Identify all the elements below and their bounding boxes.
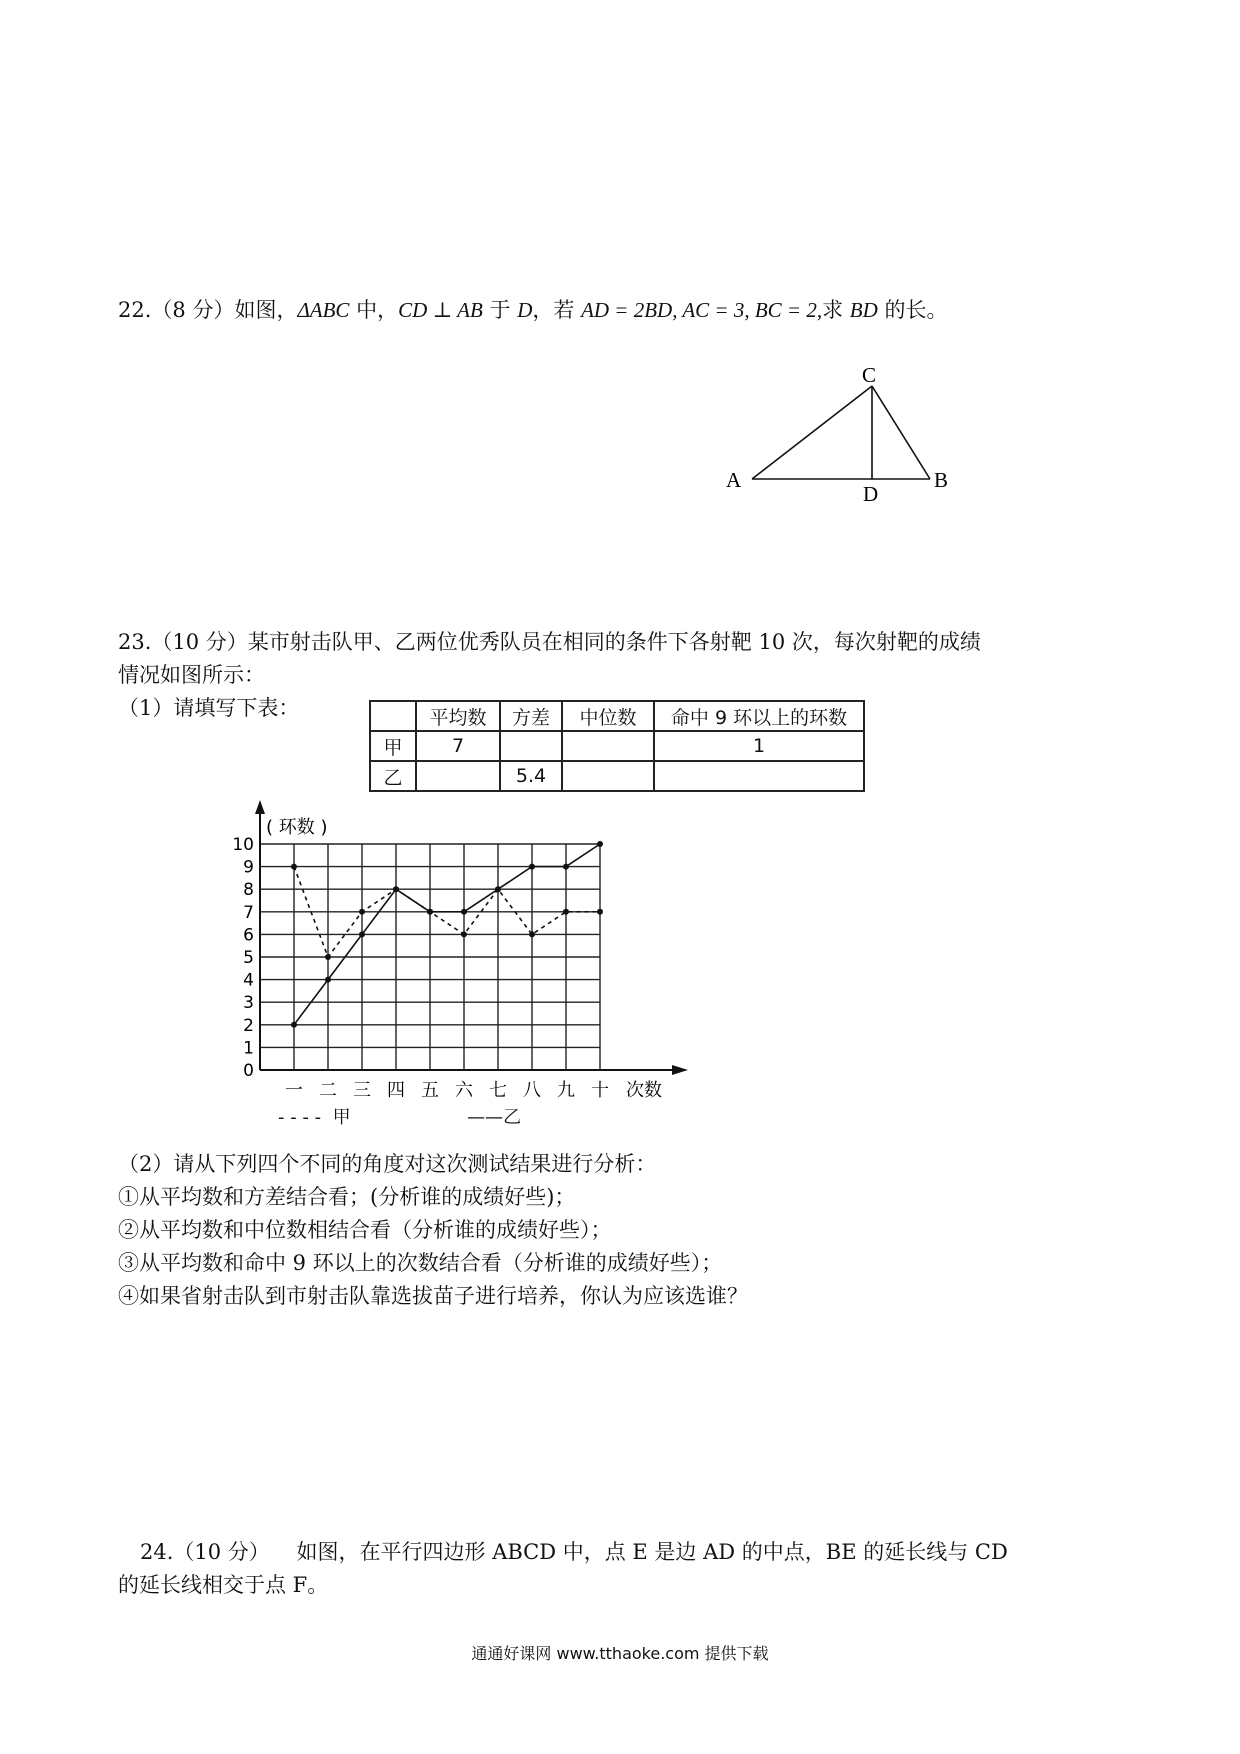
q22-text-2: 中， <box>349 298 399 322</box>
side-ac <box>752 386 872 479</box>
x-tick-label: 六 <box>455 1080 473 1101</box>
q23-line-2: 情况如图所示： <box>118 663 265 687</box>
y-tick-label: 5 <box>243 948 254 968</box>
legend-jia-line: - - - - <box>278 1107 322 1128</box>
q24-line-2: 的延长线相交于点 F。 <box>118 1573 329 1597</box>
q23-item-1: ①从平均数和方差结合看；(分析谁的成绩好些)； <box>118 1185 576 1209</box>
q22-text-4: ，若 <box>532 298 582 322</box>
table-header-cell <box>370 701 416 731</box>
q22-number: 22. <box>118 298 152 322</box>
label-d: D <box>863 482 879 506</box>
data-point-jia <box>529 931 535 937</box>
q24-line-1 <box>140 1536 1008 1569</box>
q22-text-6: 的长。 <box>877 298 948 322</box>
table-header-row <box>370 701 864 731</box>
table-cell <box>500 731 562 761</box>
table-cell: 5.4 <box>500 761 562 791</box>
table-cell: 乙 <box>370 761 416 791</box>
y-tick-label: 10 <box>232 835 254 855</box>
chart-ylabel: ( 环数 ) <box>266 817 328 838</box>
data-point-yi <box>291 1022 297 1028</box>
x-tick-label: 二 <box>319 1080 337 1101</box>
data-point-yi <box>359 931 365 937</box>
label-b: B <box>934 468 949 492</box>
data-point-jia <box>359 909 365 915</box>
x-tick-label: 八 <box>523 1080 541 1101</box>
score-table <box>369 700 865 792</box>
q23-line-1 <box>118 626 981 659</box>
x-tick-label: 七 <box>489 1080 507 1101</box>
table-cell: 7 <box>416 731 500 761</box>
q22-math-3: D <box>517 298 533 322</box>
y-tick-label: 4 <box>243 970 254 991</box>
q22-score: （8 分） <box>151 298 235 322</box>
side-cb <box>872 386 930 479</box>
data-point-jia <box>461 931 467 937</box>
data-point-yi <box>325 977 331 983</box>
chart-legend <box>278 1103 521 1129</box>
table-cell <box>562 761 654 791</box>
q23-item-4: ④如果省射击队到市射击队靠选拔苗子进行培养，你认为应该选谁？ <box>118 1284 748 1308</box>
table-row <box>370 761 864 791</box>
q24-score: （10 分） <box>173 1540 270 1564</box>
q22-math-4: AD = 2BD, AC = 3, BC = 2, <box>581 298 823 322</box>
q22-text-1: 如图， <box>234 298 298 322</box>
y-tick-label: 9 <box>243 857 254 878</box>
x-tick-label: 三 <box>353 1080 371 1101</box>
table-cell <box>416 761 500 791</box>
y-tick-label: 2 <box>243 1015 254 1036</box>
table-cell <box>654 761 864 791</box>
q22-text-5: 求 <box>822 298 850 322</box>
q22-math-5: BD <box>849 298 878 322</box>
table-cell <box>562 731 654 761</box>
x-tick-label: 五 <box>421 1080 439 1101</box>
q22-math-1: ΔABC <box>297 298 350 322</box>
q23-number: 23. <box>118 630 152 654</box>
q23-item-2: ②从平均数和中位数相结合看（分析谁的成绩好些）； <box>118 1218 612 1242</box>
y-tick-label: 0 <box>243 1061 254 1081</box>
y-tick-label: 1 <box>243 1038 254 1059</box>
table-header-cell: 中位数 <box>562 701 654 731</box>
x-tick-label: 十 <box>591 1080 609 1101</box>
q22-math-2: CD ⊥ AB <box>398 298 483 322</box>
label-c: C <box>862 363 877 387</box>
table-header-cell: 平均数 <box>416 701 500 731</box>
shooting-scores-chart <box>220 800 720 1140</box>
y-tick-label: 8 <box>243 880 254 901</box>
x-axis-arrow <box>672 1065 688 1075</box>
data-point-yi <box>563 864 569 870</box>
table-header-cell: 命中 9 环以上的环数 <box>654 701 864 731</box>
label-a: A <box>726 468 742 492</box>
data-point-yi <box>461 909 467 915</box>
data-point-yi <box>393 886 399 892</box>
data-point-yi <box>529 864 535 870</box>
data-point-yi <box>597 841 603 847</box>
data-point-yi <box>427 909 433 915</box>
data-point-jia <box>563 909 569 915</box>
y-tick-label: 6 <box>243 925 254 946</box>
data-point-yi <box>495 886 501 892</box>
table-row <box>370 731 864 761</box>
q22-text-3: 于 <box>482 298 518 322</box>
x-tick-label: 一 <box>285 1080 303 1101</box>
y-axis-arrow <box>255 800 265 814</box>
y-tick-label: 3 <box>243 993 254 1014</box>
y-tick-label: 7 <box>243 902 254 923</box>
q23-part-2: （2）请从下列四个不同的角度对这次测试结果进行分析： <box>118 1152 657 1176</box>
q23-line1: 某市射击队甲、乙两位优秀队员在相同的条件下各射靶 10 次，每次射靶的成绩 <box>247 630 981 654</box>
legend-yi-line: —— <box>467 1107 504 1128</box>
x-tick-label: 四 <box>387 1080 405 1101</box>
triangle-figure <box>720 360 960 510</box>
table-cell: 1 <box>654 731 864 761</box>
chart-xlabel: 次数 <box>626 1080 662 1101</box>
legend-yi-label: 乙 <box>503 1107 522 1128</box>
q23-score: （10 分） <box>151 630 248 654</box>
x-tick-label: 九 <box>557 1080 575 1101</box>
q24-number: 24. <box>140 1540 174 1564</box>
data-point-jia <box>291 864 297 870</box>
q24-line1: 如图，在平行四边形 ABCD 中，点 E 是边 AD 的中点，BE 的延长线与 CD <box>296 1540 1008 1564</box>
legend-jia-label: 甲 <box>332 1107 351 1128</box>
table-cell: 甲 <box>370 731 416 761</box>
data-point-jia <box>325 954 331 960</box>
q23-item-3: ③从平均数和命中 9 环以上的次数结合看（分析谁的成绩好些）； <box>118 1251 723 1275</box>
footer-credit: 通通好课网 www.tthaoke.com 提供下载 <box>471 1644 769 1663</box>
q23-part-1: （1）请填写下表： <box>118 696 300 720</box>
q22-text <box>118 294 947 327</box>
table-header-cell: 方差 <box>500 701 562 731</box>
data-point-jia <box>597 909 603 915</box>
